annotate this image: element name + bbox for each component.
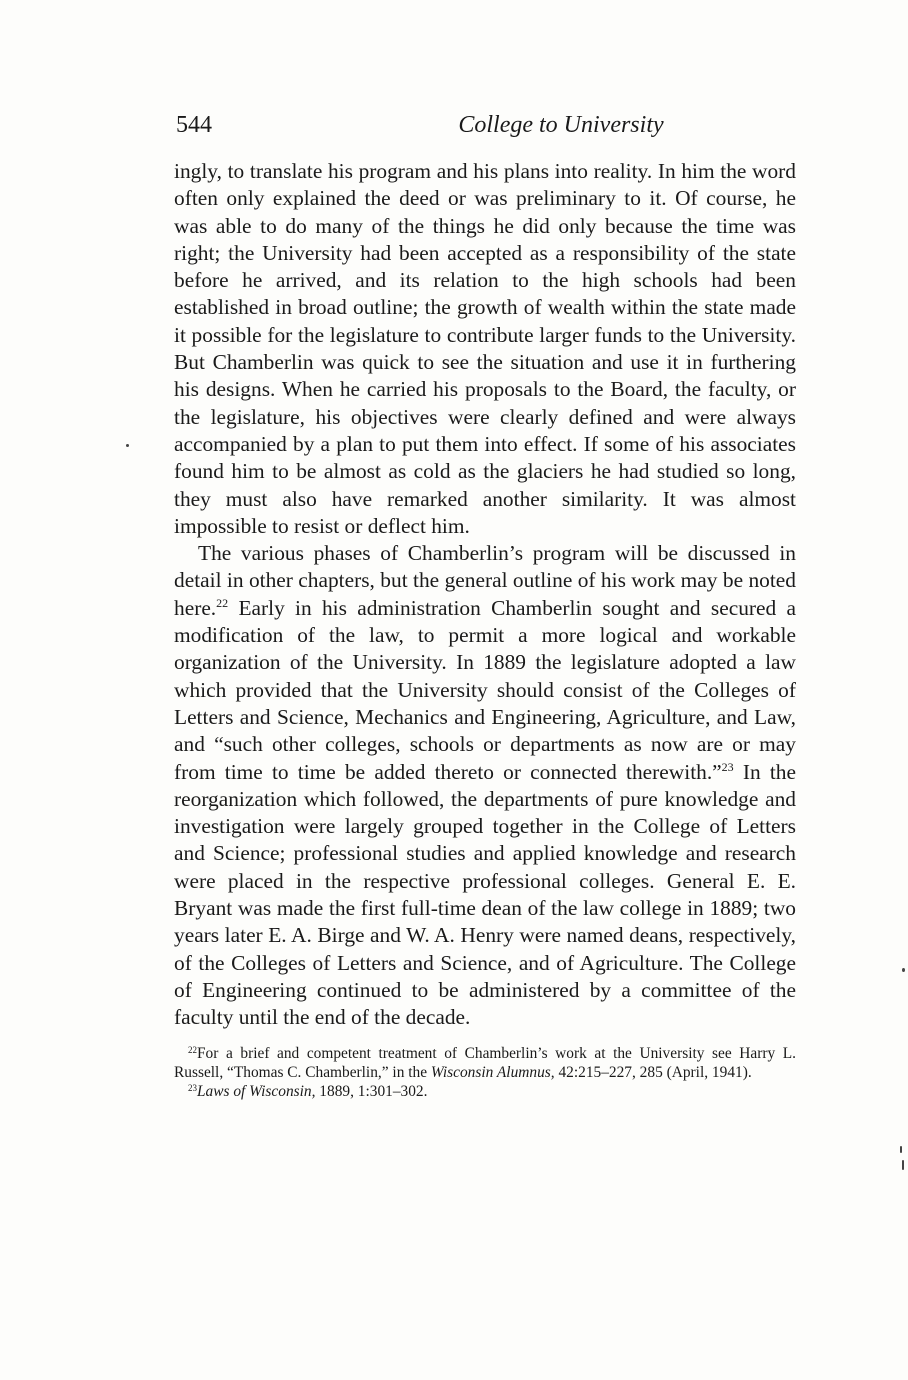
paper-speck [126,444,129,447]
footnotes [174,1044,796,1101]
paper-speck [902,1160,904,1170]
paragraph [174,540,796,1031]
footnote [174,1044,796,1082]
book-page [174,112,796,1101]
footnote [174,1082,796,1101]
footnote-title: Wisconsin Alumnus, [430,1063,555,1081]
running-head [174,112,796,148]
page-number: 544 [176,112,212,138]
paragraph-text: Early in his administration Chamberlin sought and secured a modification of the law, to permit a more logical and workable organization of the University. In 1889 the legislature adopted a law which provided that the University should consist of the Colleges of Letters and Science, Mechanics and Engineering, Agriculture, and Law, and “such other colleges, schools or departments as now are or may from time to time be added thereto or connected therewith.” [174,595,796,784]
footnote-text: 1889, 1:301–302. [315,1082,428,1100]
paper-speck [902,968,905,972]
running-head-title: College to University [458,112,664,138]
footnote-text: For a brief and competent treatment of Chamberlin’s work at the University see Harry L. Russell, “Thomas C. Chamberlin,” in the [174,1044,796,1081]
footnote-text: 42:215–227, 285 (April, 1941). [554,1063,752,1081]
paper-speck [900,1146,902,1153]
footnote-reference: 22 [216,595,229,610]
footnote-reference: 23 [721,759,734,774]
footnote-mark: 23 [188,1082,197,1093]
paragraph-text: In the reorganization which followed, the departments of pure knowledge and investigation were largely grouped together in the College of Letters and Science; professional studies and applied knowledge and research were placed in the respective professional colleges. General E. E. Bryant was made the first full-time dean of the law college in 1889; two years later E. A. Birge and W. A. Henry were named deans, respectively, of the Colleges of Letters and Science, and of Agriculture. The College of Engineering continued to be administered by a committee of the faculty until the end of the decade. [174,759,796,1030]
footnote-title: Laws of Wisconsin, [197,1082,316,1100]
footnote-mark: 22 [188,1044,197,1055]
paragraph: ingly, to translate his program and his plans into reality. In him the word often only explained the deed or was preliminary to it. Of course, he was able to do many of the things he did only because the time was right; the University had been accepted as a responsibility of the state before he arrived, and its relation to the high schools had been established in broad outline; the growth of wealth within the state made it possible for the legislature to contribute larger funds to the University. But Chamberlin was quick to see the situation and use it in furthering his designs. When he carried his proposals to the Board, the faculty, or the legislature, his objectives were clearly defined and were always accompanied by a plan to put them into effect. If some of his associates found him to be almost as cold as the glaciers he had studied so long, they must also have remarked another similarity. It was almost impossible to resist or deflect him. [174,159,796,538]
body-text [174,158,796,1032]
paragraph-text: The various phases of Chamberlin’s program will be discussed in detail in other chapters, but the general outline of his work may be noted here. [174,541,796,620]
